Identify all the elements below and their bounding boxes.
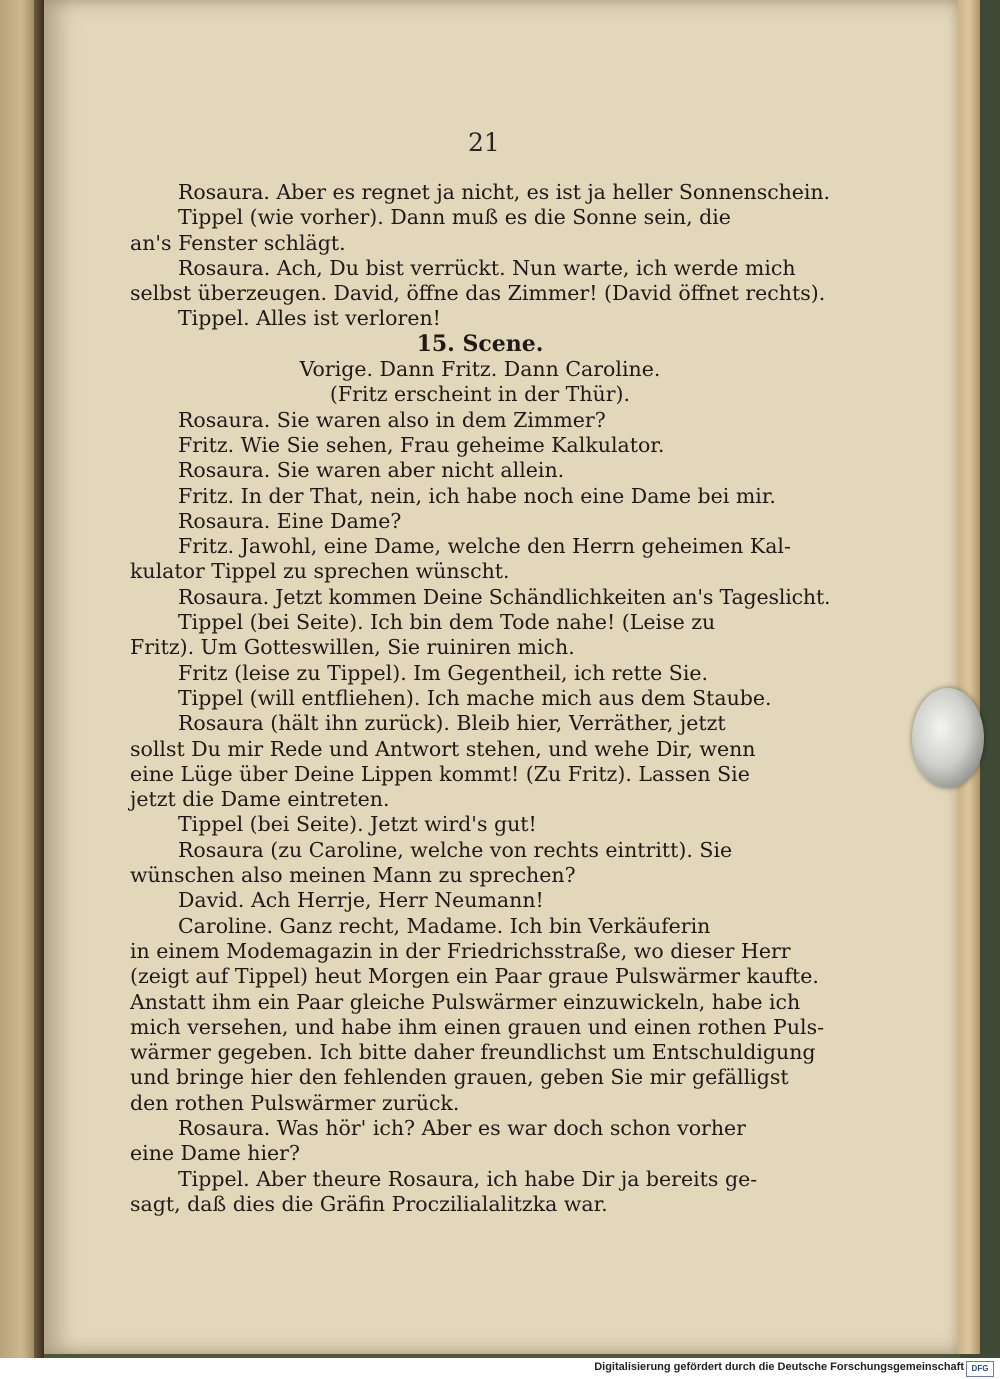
text-line: kulator Tippel zu sprechen wünscht. — [130, 559, 510, 584]
text-line: (zeigt auf Tippel) heut Morgen ein Paar graue Pulswärmer kaufte. — [130, 964, 819, 989]
text-line: Rosaura. Eine Dame? — [178, 508, 402, 533]
text-line: eine Dame hier? — [130, 1141, 300, 1166]
text-line: an's Fenster schlägt. — [130, 230, 346, 255]
text-line: jetzt die Dame eintreten. — [130, 787, 390, 812]
text-line: wünschen also meinen Mann zu sprechen? — [130, 863, 576, 888]
text-line: Rosaura. Aber es regnet ja nicht, es ist ja heller Sonnenschein. — [178, 180, 830, 204]
page-text — [130, 180, 830, 1217]
text-line: Tippel (bei Seite). Ich bin dem Tode nahe! (Leise zu — [178, 610, 716, 635]
text-line: Rosaura. Was hör' ich? Aber es war doch schon vorher — [178, 1115, 746, 1140]
page-number: 21 — [468, 128, 500, 157]
text-line: Vorige. Dann Fritz. Dann Caroline. — [299, 357, 661, 382]
text-line: Caroline. Ganz recht, Madame. Ich bin Verkäuferin — [178, 913, 711, 938]
text-line: Tippel (bei Seite). Jetzt wird's gut! — [178, 812, 537, 837]
text-line: Fritz. In der That, nein, ich habe noch eine Dame bei mir. — [178, 483, 776, 508]
footer-credit: Digitalisierung gefördert durch die Deutsche Forschungsgemeinschaft — [594, 1361, 964, 1373]
text-line: Tippel (wie vorher). Dann muß es die Sonne sein, die — [178, 205, 731, 230]
metal-clip — [912, 688, 984, 788]
text-line: mich versehen, und habe ihm einen grauen und einen rothen Puls- — [130, 1014, 825, 1039]
text-line: den rothen Pulswärmer zurück. — [130, 1090, 460, 1115]
text-line: Tippel. Aber theure Rosaura, ich habe Dir ja bereits ge- — [178, 1166, 758, 1191]
text-line: Rosaura. Sie waren also in dem Zimmer? — [178, 407, 606, 432]
text-line: David. Ach Herrje, Herr Neumann! — [178, 888, 544, 913]
text-line: Rosaura (zu Caroline, welche von rechts eintritt). Sie — [178, 837, 733, 862]
text-line: Rosaura. Ach, Du bist verrückt. Nun warte, ich werde mich — [178, 255, 796, 280]
text-line: und bringe hier den fehlenden grauen, geben Sie mir gefälligst — [130, 1065, 789, 1090]
dfg-logo: DFG — [966, 1361, 994, 1377]
text-line: sollst Du mir Rede und Antwort stehen, und wehe Dir, wenn — [130, 736, 756, 761]
footer-bar — [0, 1358, 1000, 1379]
text-line: Tippel. Alles ist verloren! — [178, 306, 441, 331]
scene-heading: 15. Scene. — [416, 330, 544, 357]
text-line: Rosaura (hält ihn zurück). Bleib hier, Verräther, jetzt — [178, 711, 726, 736]
text-line: Rosaura. Jetzt kommen Deine Schändlichkeiten an's Tageslicht. — [178, 584, 831, 609]
text-line: in einem Modemagazin in der Friedrichsstraße, wo dieser Herr — [130, 938, 791, 963]
text-line: (Fritz erscheint in der Thür). — [329, 382, 631, 407]
text-line: wärmer gegeben. Ich bitte daher freundlichst um Entschuldigung — [130, 1040, 816, 1065]
text-line: selbst überzeugen. David, öffne das Zimmer! (David öffnet rechts). — [130, 281, 826, 306]
text-line: Fritz. Wie Sie sehen, Frau geheime Kalkulator. — [178, 432, 665, 457]
right-page-edge — [958, 0, 980, 1354]
text-line: Fritz). Um Gotteswillen, Sie ruiniren mich. — [130, 635, 575, 660]
text-line: Tippel (will entfliehen). Ich mache mich aus dem Staube. — [178, 685, 772, 710]
text-line: Fritz (leise zu Tippel). Im Gegentheil, ich rette Sie. — [178, 660, 709, 685]
text-line: Rosaura. Sie waren aber nicht allein. — [178, 458, 565, 483]
text-line: eine Lüge über Deine Lippen kommt! (Zu Fritz). Lassen Sie — [130, 761, 750, 786]
book-gutter — [34, 0, 44, 1358]
text-line: sagt, daß dies die Gräfin Proczilialalitzka war. — [130, 1191, 608, 1216]
text-line: Anstatt ihm ein Paar gleiche Pulswärmer einzuwickeln, habe ich — [130, 989, 801, 1014]
text-line: Fritz. Jawohl, eine Dame, welche den Herrn geheimen Kal- — [178, 534, 791, 559]
